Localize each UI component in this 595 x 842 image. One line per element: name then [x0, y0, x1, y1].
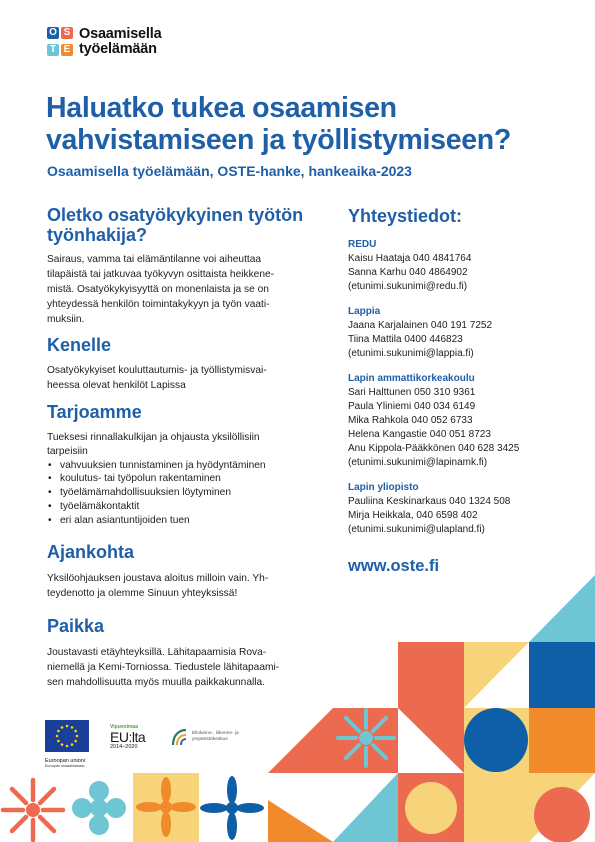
kenelle-text: Osatyökykyiset kouluttautumis- ja työllistymisvai- heessa olevat henkilöt Lapissa [47, 365, 267, 391]
contact-line: Helena Kangastie 040 051 8723 [348, 429, 491, 440]
coral-burst-icon [3, 780, 63, 840]
list-item: • työelämäkontaktit [47, 500, 332, 514]
logo-letter-t: T [47, 44, 59, 56]
page-subtitle: Osaamisella työelämään, OSTE-hanke, hankeaika-2023 [47, 163, 412, 179]
contact-line: (etunimi.sukunimi@redu.fi) [348, 281, 468, 292]
logo-letter-s: S [61, 27, 73, 39]
website-link[interactable]: www.oste.fi [348, 557, 440, 575]
coral-circle-shape [534, 787, 590, 842]
contact-line: Sanna Karhu 040 4864902 [348, 267, 468, 278]
contact-line: Pauliina Keskinarkaus 040 1324 508 [348, 496, 511, 507]
teal-triangle-shape [529, 575, 595, 642]
contact-line: (etunimi.sukunimi@ulapland.fi) [348, 524, 485, 535]
intro-text: Sairaus, vamma tai elämäntilanne voi aiheuttaa tilapäistä tai jatkuvaa työkyvyn osittaista heikkene- mistä. Osatyökykyisyyttä on monenlaista ja se on yhteydessä henkilön toimintakykyyn ja työn vaati- muksiin. [47, 254, 275, 325]
vipuvoimaa-label: Vipuvoimaa [110, 724, 138, 730]
contact-line: Jaana Karjalainen 040 191 7252 [348, 320, 493, 331]
white-circle-shape [405, 782, 457, 834]
blue-circle-shape [464, 708, 528, 772]
paikka-text: Joustavasti etäyhteyksillä. Lähitapaamisia Rova- niemellä ja Kemi-Torniossa. Tiedustele lähitapaami- sen mahdollisuutta myös muulla paikkakunnalla. [47, 647, 280, 688]
intro-heading-line2: työnhakija? [47, 225, 148, 245]
ajankohta-heading: Ajankohta [47, 542, 135, 562]
blue-square-shape [529, 642, 595, 708]
ely-line1: Elinkeino-, liikenne- ja [192, 731, 239, 736]
contact-line: Mirja Heikkala, 040 6598 402 [348, 510, 478, 521]
contact-line: Mika Rahkola 040 052 6733 [348, 415, 473, 426]
intro-heading-line1: Oletko osatyökykyinen työtön [47, 205, 304, 225]
teal-flower-icon [72, 781, 126, 835]
title-line1: Haluatko tukea osaamisen [46, 92, 397, 124]
teal-triangle-bottom-shape [333, 773, 398, 842]
coral-triangle-shape [398, 708, 464, 773]
ajankohta-text: Yksilöohjauksen joustava aloitus milloin vain. Yh- teydenotto ja olemme Sinuun yhteyksissä! [47, 573, 269, 599]
brand-name-line2: työelämään [79, 41, 157, 57]
kenelle-heading: Kenelle [47, 335, 112, 355]
list-item: • työelämämahdollisuuksien löytyminen [47, 486, 332, 500]
contact-line: Paula Yliniemi 040 034 6149 [348, 401, 476, 412]
orange-half-bottom-shape [268, 800, 333, 842]
teal-burst-icon [338, 710, 394, 766]
logo-letter-o: O [47, 27, 59, 39]
eu-label: Euroopan unioni [45, 758, 86, 764]
contact-line: Sari Halttunen 050 310 9361 [348, 387, 476, 398]
title-line2: vahvistamiseen ja työllistymiseen? [46, 124, 512, 156]
list-item: • vahvuuksien tunnistaminen ja hyödyntäminen [47, 459, 332, 473]
coral-diagonal-shape [268, 708, 333, 773]
eu-sublabel: Euroopan sosiaalirahasto [45, 764, 85, 768]
org-name: Lappia [348, 306, 381, 317]
coral-block-shape [398, 642, 464, 708]
tarjoamme-text: Tueksesi rinnallakulkijan ja ohjausta yksilöllisiin tarpeisiin [47, 432, 260, 457]
eulta-label: EU:lta [110, 729, 146, 745]
paikka-heading: Paikka [47, 616, 105, 636]
org-name: Lapin ammattikorkeakoulu [348, 373, 475, 384]
contact-line: (etunimi.sukunimi@lappia.fi) [348, 348, 474, 359]
yellow-cell-shape [464, 773, 529, 842]
list-item: • eri alan asiantuntijoiden tuen [47, 514, 332, 528]
years-label: 2014–2020 [110, 744, 138, 750]
orange-square-shape [529, 708, 595, 773]
contact-line: Tiina Mattila 0400 446823 [348, 334, 463, 345]
tarjoamme-heading: Tarjoamme [47, 402, 142, 422]
yellow-triangle-shape [464, 642, 529, 708]
contact-line: Kaisu Haataja 040 4841764 [348, 253, 472, 264]
list-item: • koulutus- tai työpolun rakentaminen [47, 472, 332, 486]
ely-line2: ympäristökeskus [192, 737, 228, 742]
logo-letter-e: E [61, 44, 73, 56]
org-name: Lapin yliopisto [348, 482, 419, 493]
contact-line: (etunimi.sukunimi@lapinamk.fi) [348, 457, 488, 468]
contact-line: Anu Kippola-Pääkkönen 040 628 3425 [348, 443, 520, 454]
contacts-heading: Yhteystiedot: [348, 206, 463, 226]
brand-name-line1: Osaamisella [79, 26, 162, 42]
org-name: REDU [348, 239, 377, 250]
